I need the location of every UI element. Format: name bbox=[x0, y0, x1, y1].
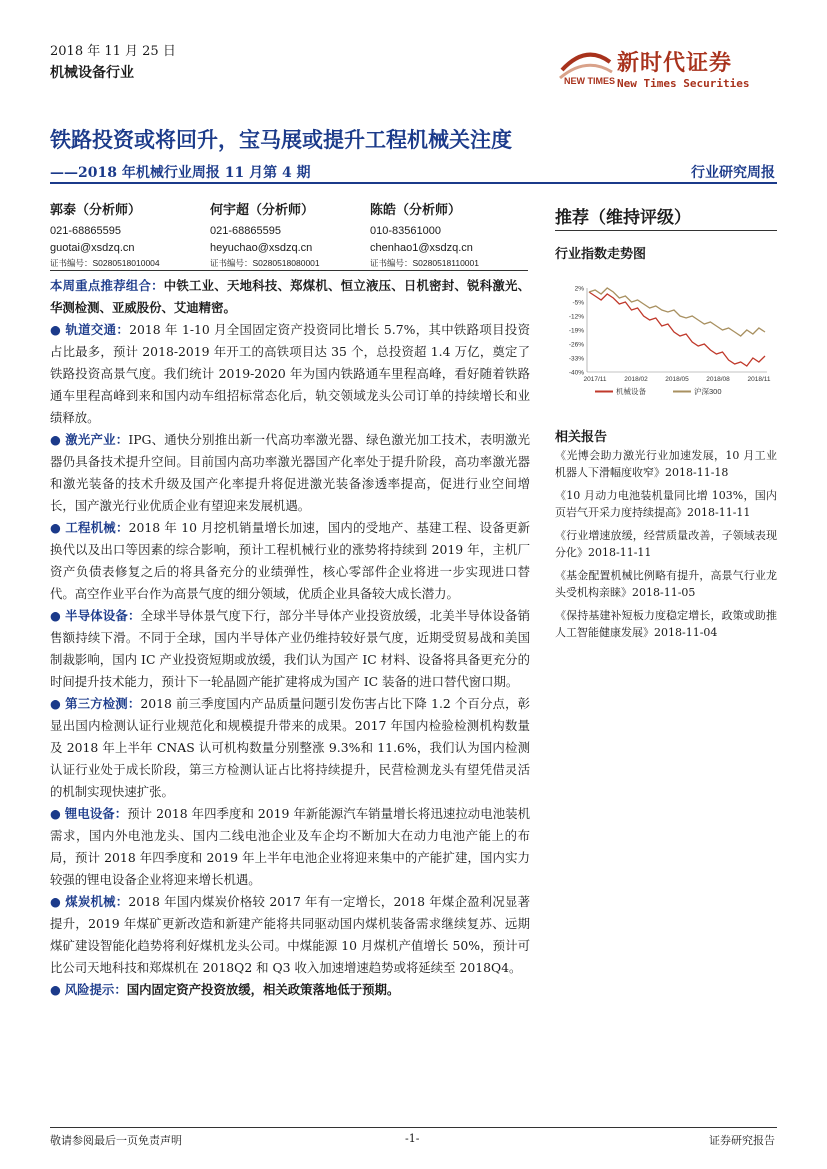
logo-emblem-icon bbox=[560, 55, 615, 86]
legend-label: 沪深300 bbox=[694, 387, 722, 396]
bullet-icon: ● bbox=[50, 894, 62, 909]
analyst-email: chenhao1@xsdzq.cn bbox=[370, 242, 473, 254]
rating: 推荐（维持评级） bbox=[555, 208, 691, 228]
section-label: 激光产业： bbox=[65, 432, 129, 447]
section-text: 2018 前三季度国内产品质量问题引发伤害占比下降 1.2 个百分点，彰显出国内检测认证行业规范化和规模提升带来的成果。2017 年国内检验检测机构数量及 2018 年上半年 CNAS 认可机构数量分别整涨 9.3%和 11.6%，我们认为国内检测认证行业处于成长阶段，第三方检测认证占比将持续提升，民营检测龙头有望凭借灵活的机制实现快速扩张。 bbox=[50, 696, 531, 799]
analyst-card bbox=[50, 202, 220, 270]
section-label: 轨道交通： bbox=[65, 322, 130, 337]
section-text: 2018 年 10 月挖机销量增长加速，国内的受地产、基建工程、设备更新换代以及出口等因素的综合影响，预计工程机械行业的涨势将持续到 2019 年，主机厂资产负债表修复之后的将具备充分的业绩弹性，核心零部件企业将进一步实现进口替代。高空作业平台作为高景气度的细分领域，优质企业具备较大成长潜力。 bbox=[50, 520, 531, 601]
bullet-icon: ● bbox=[50, 432, 62, 447]
footer-disclaimer: 敬请参阅最后一页免责声明 bbox=[50, 1134, 182, 1147]
y-tick-label: -5% bbox=[572, 299, 584, 307]
footer-report-label: 证券研究报告 bbox=[709, 1134, 775, 1147]
bullet-icon: ● bbox=[50, 322, 62, 337]
y-tick-label: 2% bbox=[574, 285, 584, 293]
analyst-cert: 证书编号：S0280518010004 bbox=[50, 258, 160, 268]
analyst-phone: 010-83561000 bbox=[370, 225, 441, 237]
bullet-icon: ● bbox=[50, 806, 61, 821]
analyst-email: heyuchao@xsdzq.cn bbox=[210, 242, 313, 254]
section-paragraph bbox=[50, 803, 530, 891]
rating-divider bbox=[555, 230, 777, 231]
x-tick-label: 2018/05 bbox=[665, 376, 689, 383]
section-label: 工程机械： bbox=[65, 520, 129, 535]
x-tick-label: 2018/11 bbox=[747, 376, 771, 383]
section-text: IPG、通快分别推出新一代高功率激光器、绿色激光加工技术，表明激光器仍具备技术提升空间。目前国内高功率激光器国产化率处于提升阶段，高功率激光器和激光装备的技术升级及国产化率提升将促进激光装备渗透率提高，促进行业空间增长，国产激光行业优质企业有望迎来发展机遇。 bbox=[50, 432, 530, 513]
x-tick-label: 2018/02 bbox=[624, 376, 648, 383]
header-divider bbox=[50, 182, 777, 184]
related-report-link[interactable]: 《10 月动力电池装机量同比增 103%，国内页岩气开采力度持续提高》2018-11-11 bbox=[555, 489, 777, 519]
section-paragraph bbox=[50, 891, 530, 979]
series-line-machinery bbox=[589, 292, 765, 366]
x-tick-label: 2017/11 bbox=[583, 376, 607, 383]
section-paragraph bbox=[50, 979, 530, 1001]
section-label: 风险提示： bbox=[64, 982, 127, 997]
brand-name-en: New Times Securities bbox=[617, 77, 750, 90]
picks-text: 中铁工业、天地科技、郑煤机、恒立液压、日机密封、锐科激光、华测检测、亚威股份、艾迪精密。 bbox=[50, 278, 531, 315]
section-paragraph bbox=[50, 429, 530, 517]
analyst-name: 郭泰（分析师） bbox=[50, 203, 142, 218]
y-tick-label: -33% bbox=[568, 355, 584, 363]
y-tick-label: -26% bbox=[568, 341, 584, 349]
picks-label: 本周重点推荐组合： bbox=[50, 278, 164, 293]
related-reports-list bbox=[555, 447, 777, 647]
analyst-name: 陈皓（分析师） bbox=[370, 203, 462, 218]
analyst-divider bbox=[50, 270, 528, 271]
page-subtitle: ——2018 年机械行业周报 11 月第 4 期 bbox=[50, 165, 311, 181]
footer-divider bbox=[50, 1127, 777, 1128]
analyst-name: 何宇超（分析师） bbox=[210, 203, 315, 218]
report-body bbox=[50, 275, 530, 1001]
section-paragraph bbox=[50, 605, 530, 693]
report-date: 2018 年 11 月 25 日 bbox=[50, 44, 176, 59]
analyst-cert: 证书编号：S0280518080001 bbox=[210, 258, 320, 268]
related-reports-title: 相关报告 bbox=[555, 430, 608, 445]
legend-label: 机械设备 bbox=[616, 387, 646, 396]
related-report-link[interactable]: 《保持基建补短板力度稳定增长，政策或助推人工智能健康发展》2018-11-04 bbox=[555, 609, 777, 639]
bullet-icon: ● bbox=[50, 608, 61, 623]
section-text: 2018 年国内煤炭价格较 2017 年有一定增长，2018 年煤企盈利况显著提升，2019 年煤矿更新改造和新建产能将共同驱动国内煤机装备需求继续复苏、远期煤矿建设智能化趋势将利好煤机龙头公司。中煤能源 10 月煤机产值增长 50%，预计可比公司天地科技和郑煤机在 2018Q2 和 Q3 收入加速增速趋势或将延续至 2018Q4。 bbox=[50, 894, 530, 975]
y-tick-label: -19% bbox=[568, 327, 584, 335]
index-trend-chart bbox=[555, 282, 777, 402]
section-paragraph bbox=[50, 693, 530, 803]
analyst-phone: 021-68865595 bbox=[210, 225, 281, 237]
analyst-card bbox=[370, 202, 540, 270]
section-paragraph bbox=[50, 319, 530, 429]
y-tick-label: -12% bbox=[568, 313, 584, 321]
analyst-card bbox=[210, 202, 380, 270]
page-number: -1- bbox=[405, 1132, 420, 1145]
bullet-icon: ● bbox=[50, 982, 61, 997]
related-report-link[interactable]: 《基金配置机械比例略有提升，高景气行业龙头受机构亲睐》2018-11-05 bbox=[555, 569, 777, 599]
section-label: 第三方检测： bbox=[65, 696, 141, 711]
page-title: 铁路投资或将回升，宝马展或提升工程机械关注度 bbox=[50, 127, 512, 152]
chart-title: 行业指数走势图 bbox=[555, 247, 647, 262]
analyst-phone: 021-68865595 bbox=[50, 225, 121, 237]
x-tick-label: 2018/08 bbox=[706, 376, 730, 383]
section-label: 锂电设备： bbox=[64, 806, 128, 821]
section-label: 煤炭机械： bbox=[65, 894, 129, 909]
series-line-hs300 bbox=[589, 288, 765, 336]
section-text: 全球半导体景气度下行，部分半导体产业投资放缓，北美半导体设备销售额持续下滑。不同于全球，国内半导体产业仍维持较好景气度，近期受贸易战和美国制裁影响，国内 IC 产业投资短期或放缓，我们认为国产 IC 材料、设备将具备更充分的时间提升技术能力，预计下一轮晶圆产能扩建将成为国产 IC 装备的进口替代窗口期。 bbox=[50, 608, 531, 689]
related-report-link[interactable]: 《行业增速放缓，经营质量改善，子领域表现分化》2018-11-11 bbox=[555, 529, 777, 559]
related-report-link[interactable]: 《光博会助力激光行业加速发展，10 月工业机器人下滑幅度收窄》2018-11-18 bbox=[555, 449, 777, 479]
brand-name-cn: 新时代证券 bbox=[617, 50, 733, 76]
analyst-email: guotai@xsdzq.cn bbox=[50, 242, 135, 254]
bullet-icon: ● bbox=[50, 696, 61, 711]
section-text: 2018 年 1-10 月全国固定资产投资同比增长 5.7%，其中铁路项目投资占比最多，预计 2018-2019 年开工的高铁项目达 35 个，总投资超 1.4 万亿，奠定了铁路投资高景气度。我们统计 2019-2020 年为国内铁路通车里程高峰，看好随着铁路通车里程高峰到来和国内动车组招标常态化后，轨交领域龙头公司订单的持续增长和业绩释放。 bbox=[50, 322, 530, 425]
section-paragraph bbox=[50, 517, 530, 605]
picks-paragraph bbox=[50, 275, 530, 319]
analyst-cert: 证书编号：S0280518110001 bbox=[370, 258, 479, 268]
bullet-icon: ● bbox=[50, 520, 62, 535]
industry-label: 机械设备行业 bbox=[50, 65, 134, 81]
section-text: 预计 2018 年四季度和 2019 年新能源汽车销量增长将迅速拉动电池装机需求，国内外电池龙头、国内二线电池企业及车企均不断加大在动力电池产能上的布局，预计 2018 年四季度和 2019 年上半年电池企业将迎来集中的产能扩建，国内实力较强的锂电设备企业将迎来增长机遇。 bbox=[50, 806, 531, 887]
logo-text: NEW TIMES bbox=[564, 76, 615, 86]
section-label: 半导体设备： bbox=[65, 608, 141, 623]
report-type: 行业研究周报 bbox=[691, 165, 775, 181]
y-tick-label: -40% bbox=[568, 369, 584, 377]
section-text: 国内固定资产投资放缓，相关政策落地低于预期。 bbox=[126, 982, 400, 997]
